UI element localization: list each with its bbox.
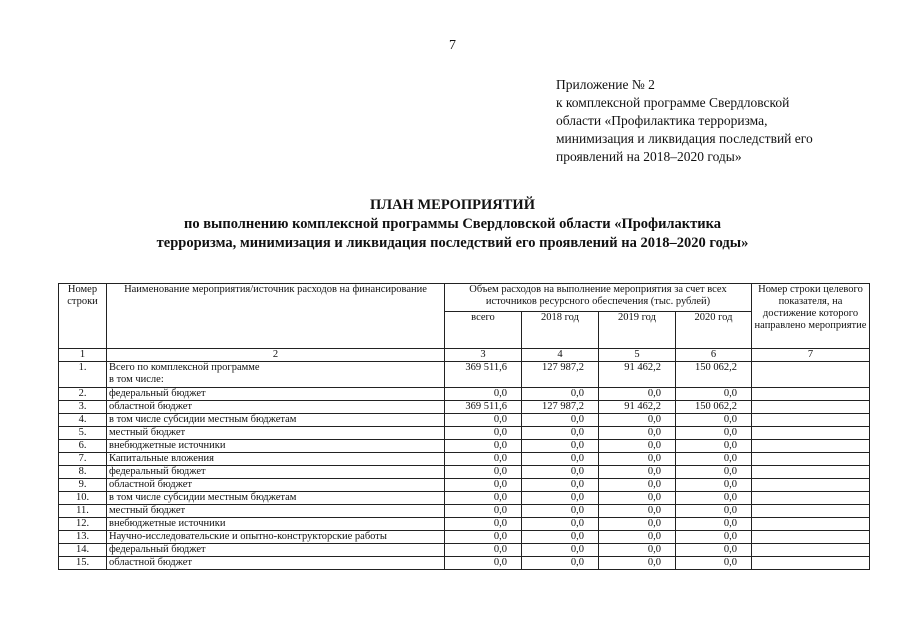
row-total: 369 511,6: [445, 362, 522, 388]
row-2018: 0,0: [522, 466, 599, 479]
row-2020: 0,0: [676, 492, 752, 505]
row-2019: 0,0: [599, 453, 676, 466]
row-target: [752, 531, 870, 544]
row-2020: 0,0: [676, 453, 752, 466]
row-2020: 0,0: [676, 518, 752, 531]
document-title: [0, 196, 905, 253]
row-total: 0,0: [445, 531, 522, 544]
row-total: 369 511,6: [445, 401, 522, 414]
row-2019: 0,0: [599, 427, 676, 440]
row-2020: 150 062,2: [676, 362, 752, 388]
row-name: Капитальные вложения: [107, 453, 445, 466]
row-2019: 0,0: [599, 388, 676, 401]
row-number: 8.: [59, 466, 107, 479]
header-2019: 2019 год: [599, 312, 676, 349]
row-target: [752, 401, 870, 414]
row-2019: 0,0: [599, 414, 676, 427]
row-2019: 91 462,2: [599, 362, 676, 388]
appendix-line: проявлений на 2018–2020 годы»: [556, 149, 742, 164]
row-target: [752, 466, 870, 479]
row-name: федеральный бюджет: [107, 544, 445, 557]
row-2020: 150 062,2: [676, 401, 752, 414]
header-2018: 2018 год: [522, 312, 599, 349]
row-2018: 0,0: [522, 492, 599, 505]
row-number: 7.: [59, 453, 107, 466]
row-number: 14.: [59, 544, 107, 557]
row-2020: 0,0: [676, 427, 752, 440]
column-number: 2: [107, 349, 445, 362]
row-target: [752, 479, 870, 492]
row-name-line: в том числе:: [109, 374, 164, 385]
row-2019: 0,0: [599, 479, 676, 492]
row-name: внебюджетные источники: [107, 518, 445, 531]
row-number: 1.: [59, 362, 107, 388]
row-target: [752, 518, 870, 531]
row-total: 0,0: [445, 388, 522, 401]
row-total: 0,0: [445, 492, 522, 505]
appendix-line: к комплексной программе Свердловской: [556, 95, 790, 110]
activities-plan-table: [58, 283, 870, 570]
row-name: федеральный бюджет: [107, 388, 445, 401]
appendix-line: Приложение № 2: [556, 77, 655, 92]
row-number: 15.: [59, 557, 107, 570]
row-target: [752, 505, 870, 518]
header-target: Номер строки целевого показателя, на достижение которого направлено мероприятие: [752, 284, 870, 349]
row-number: 13.: [59, 531, 107, 544]
header-volume: Объем расходов на выполнение мероприятия за счет всех источников ресурсного обеспечения (тыс. рублей): [445, 284, 752, 312]
row-total: 0,0: [445, 557, 522, 570]
row-number: 3.: [59, 401, 107, 414]
table-row: [59, 414, 870, 427]
row-name: местный бюджет: [107, 427, 445, 440]
row-name: областной бюджет: [107, 479, 445, 492]
row-2018: 0,0: [522, 440, 599, 453]
row-name: местный бюджет: [107, 505, 445, 518]
title-line: по выполнению комплексной программы Свердловской области «Профилактика: [183, 216, 722, 232]
row-target: [752, 453, 870, 466]
row-target: [752, 492, 870, 505]
page-number: 7: [449, 38, 456, 53]
row-name-line: Всего по комплексной программе: [109, 362, 260, 373]
table-row: [59, 401, 870, 414]
row-2019: 0,0: [599, 557, 676, 570]
appendix-line: области «Профилактика терроризма,: [556, 113, 768, 128]
row-2019: 91 462,2: [599, 401, 676, 414]
table-row: [59, 531, 870, 544]
row-2019: 0,0: [599, 492, 676, 505]
row-total: 0,0: [445, 466, 522, 479]
row-target: [752, 557, 870, 570]
row-total: 0,0: [445, 518, 522, 531]
row-number: 11.: [59, 505, 107, 518]
row-name: в том числе субсидии местным бюджетам: [107, 414, 445, 427]
row-number: 6.: [59, 440, 107, 453]
row-2018: 0,0: [522, 414, 599, 427]
row-number: 12.: [59, 518, 107, 531]
row-name: внебюджетные источники: [107, 440, 445, 453]
table-row: [59, 466, 870, 479]
row-2018: 0,0: [522, 544, 599, 557]
row-2019: 0,0: [599, 518, 676, 531]
row-2018: 0,0: [522, 557, 599, 570]
row-2020: 0,0: [676, 544, 752, 557]
row-2020: 0,0: [676, 505, 752, 518]
row-target: [752, 414, 870, 427]
header-row-number: Номер строки: [59, 284, 107, 349]
column-number: 4: [522, 349, 599, 362]
row-total: 0,0: [445, 427, 522, 440]
row-number: 9.: [59, 479, 107, 492]
row-2018: 0,0: [522, 427, 599, 440]
row-2020: 0,0: [676, 388, 752, 401]
row-number: 4.: [59, 414, 107, 427]
row-2018: 0,0: [522, 518, 599, 531]
row-2018: 127 987,2: [522, 362, 599, 388]
table-row: [59, 544, 870, 557]
row-2018: 127 987,2: [522, 401, 599, 414]
row-2018: 0,0: [522, 453, 599, 466]
row-2020: 0,0: [676, 531, 752, 544]
column-number: 6: [676, 349, 752, 362]
row-name: федеральный бюджет: [107, 466, 445, 479]
table-row: [59, 505, 870, 518]
table-row: [59, 557, 870, 570]
table-row: [59, 518, 870, 531]
row-2020: 0,0: [676, 557, 752, 570]
appendix-note: [556, 76, 813, 166]
row-total: 0,0: [445, 479, 522, 492]
row-2019: 0,0: [599, 440, 676, 453]
title-line: терроризма, минимизация и ликвидация последствий его проявлений на 2018–2020 годы»: [156, 235, 749, 251]
row-name: Научно-исследовательские и опытно-конструкторские работы: [107, 531, 445, 544]
row-2019: 0,0: [599, 466, 676, 479]
row-2018: 0,0: [522, 388, 599, 401]
row-number: 2.: [59, 388, 107, 401]
row-name: в том числе субсидии местным бюджетам: [107, 492, 445, 505]
row-2019: 0,0: [599, 544, 676, 557]
title-line: ПЛАН МЕРОПРИЯТИЙ: [370, 197, 535, 213]
row-target: [752, 388, 870, 401]
column-number: 7: [752, 349, 870, 362]
row-target: [752, 362, 870, 388]
row-2019: 0,0: [599, 505, 676, 518]
table-row: [59, 388, 870, 401]
row-2020: 0,0: [676, 466, 752, 479]
column-number: 1: [59, 349, 107, 362]
header-name: Наименование мероприятия/источник расходов на финансирование: [107, 284, 445, 349]
row-2019: 0,0: [599, 531, 676, 544]
table-row: [59, 427, 870, 440]
row-2020: 0,0: [676, 414, 752, 427]
row-total: 0,0: [445, 414, 522, 427]
row-name: областной бюджет: [107, 401, 445, 414]
row-name: [107, 362, 445, 388]
row-2018: 0,0: [522, 505, 599, 518]
row-2020: 0,0: [676, 479, 752, 492]
row-total: 0,0: [445, 505, 522, 518]
table-row: [59, 440, 870, 453]
row-number: 10.: [59, 492, 107, 505]
table-row: [59, 362, 870, 388]
row-2018: 0,0: [522, 479, 599, 492]
row-2018: 0,0: [522, 531, 599, 544]
column-number: 5: [599, 349, 676, 362]
row-total: 0,0: [445, 453, 522, 466]
header-total: всего: [445, 312, 522, 349]
row-total: 0,0: [445, 440, 522, 453]
row-number: 5.: [59, 427, 107, 440]
row-total: 0,0: [445, 544, 522, 557]
header-2020: 2020 год: [676, 312, 752, 349]
row-2020: 0,0: [676, 440, 752, 453]
row-target: [752, 440, 870, 453]
row-target: [752, 427, 870, 440]
table-row: [59, 453, 870, 466]
row-name: областной бюджет: [107, 557, 445, 570]
column-number: 3: [445, 349, 522, 362]
row-target: [752, 544, 870, 557]
table-row: [59, 479, 870, 492]
table-row: [59, 492, 870, 505]
appendix-line: минимизация и ликвидация последствий его: [556, 131, 813, 146]
